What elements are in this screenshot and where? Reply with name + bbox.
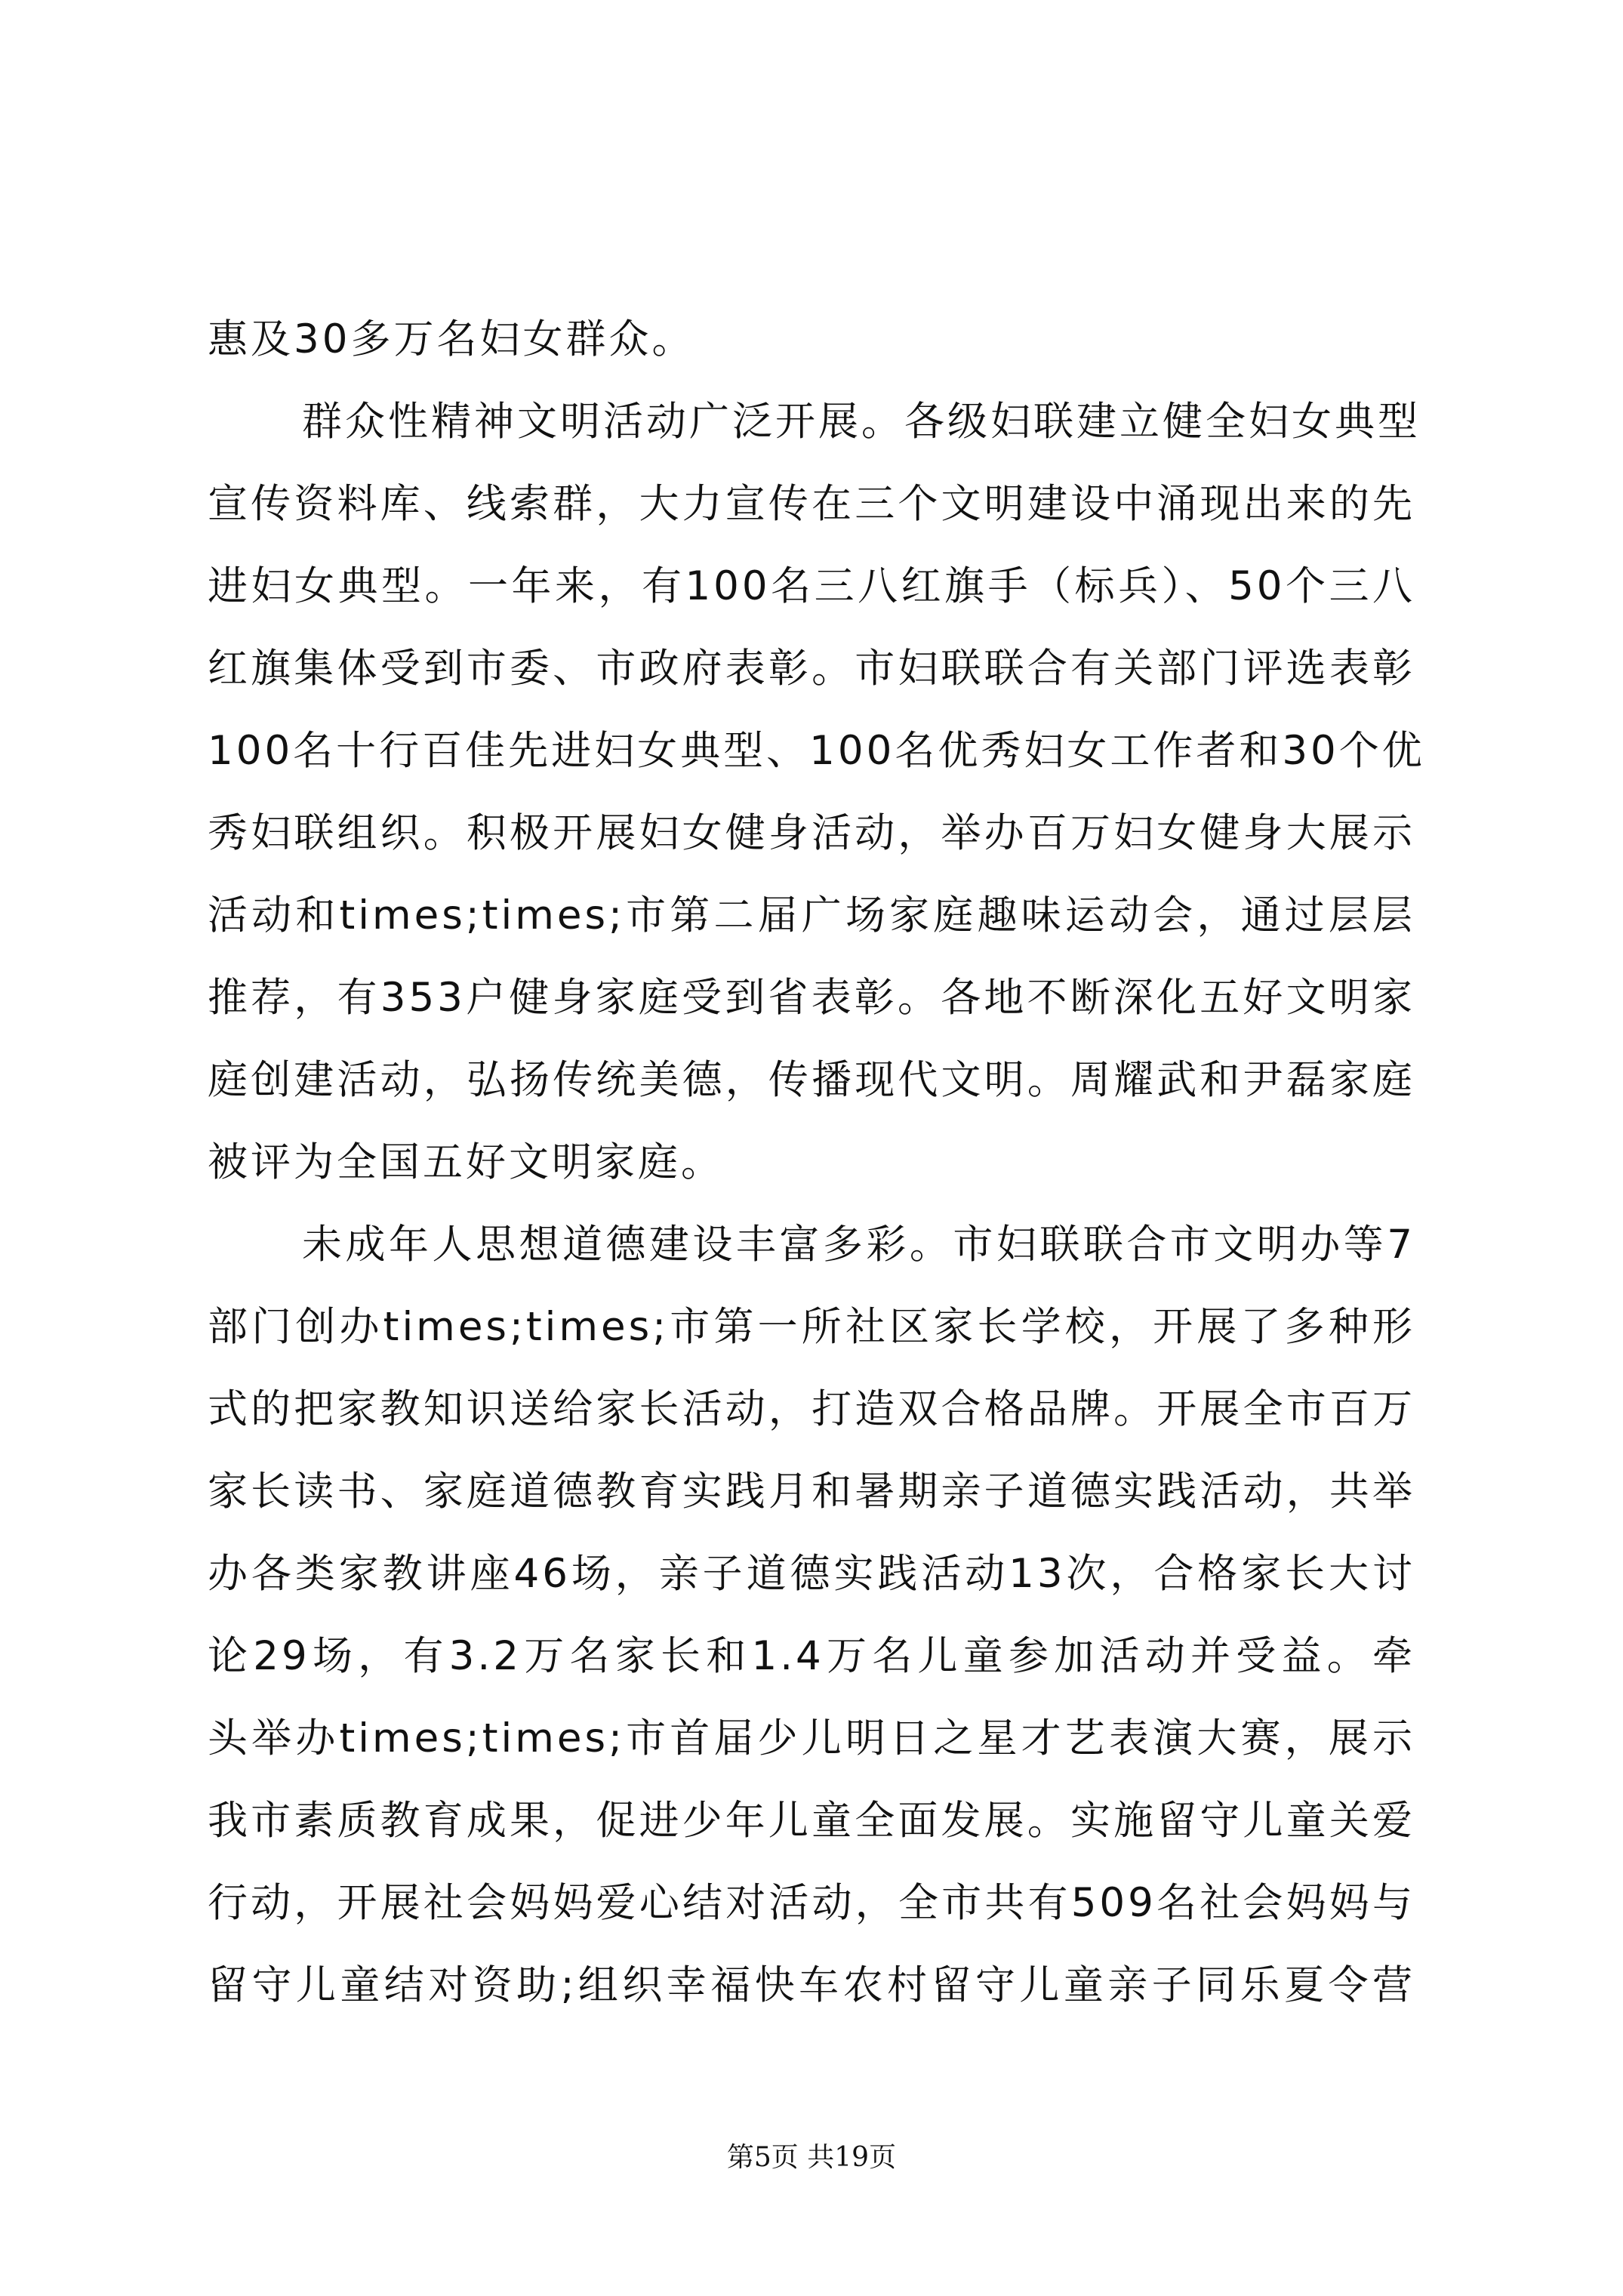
paragraph-first-line: 未成年人思想道德建设丰富多彩。市妇联联合市文明办等7 xyxy=(302,1222,1415,1268)
text-line: 头举办times;times;市首届少儿明日之星才艺表演大赛，展示 xyxy=(208,1715,1415,1761)
text-line: 留守儿童结对资助;组织幸福快车农村留守儿童亲子同乐夏令营 xyxy=(208,1962,1415,2008)
text-line: 式的把家教知识送给家长活动，打造双合格品牌。开展全市百万 xyxy=(208,1386,1415,1432)
text-line: 红旗集体受到市委、市政府表彰。市妇联联合有关部门评选表彰 xyxy=(208,646,1415,692)
paragraph-first-line: 群众性精神文明活动广泛开展。各级妇联建立健全妇女典型 xyxy=(302,399,1421,445)
text-line: 进妇女典型。一年来，有100名三八红旗手（标兵）、50个三八 xyxy=(208,563,1415,609)
text-line: 100名十行百佳先进妇女典型、100名优秀妇女工作者和30个优 xyxy=(208,728,1425,774)
text-line: 被评为全国五好文明家庭。 xyxy=(208,1139,724,1185)
text-line: 庭创建活动，弘扬传统美德，传播现代文明。周耀武和尹磊家庭 xyxy=(208,1057,1415,1103)
text-line: 我市素质教育成果，促进少年儿童全面发展。实施留守儿童关爱 xyxy=(208,1798,1415,1844)
page-footer: 第5页 共19页 xyxy=(726,2142,897,2173)
text-line: 推荐，有353户健身家庭受到省表彰。各地不断深化五好文明家 xyxy=(208,975,1415,1021)
text-line: 行动，开展社会妈妈爱心结对活动，全市共有509名社会妈妈与 xyxy=(208,1880,1415,1926)
text-line: 家长读书、家庭道德教育实践月和暑期亲子道德实践活动，共举 xyxy=(208,1469,1415,1515)
text-line: 秀妇联组织。积极开展妇女健身活动，举办百万妇女健身大展示 xyxy=(208,810,1415,856)
text-line: 论29场，有3.2万名家长和1.4万名儿童参加活动并受益。牵 xyxy=(208,1633,1415,1679)
text-line: 活动和times;times;市第二届广场家庭趣味运动会，通过层层 xyxy=(208,892,1415,938)
text-line: 惠及30多万名妇女群众。 xyxy=(208,316,695,362)
text-line: 办各类家教讲座46场，亲子道德实践活动13次，合格家长大讨 xyxy=(208,1551,1415,1597)
text-line: 宣传资料库、线索群，大力宣传在三个文明建设中涌现出来的先 xyxy=(208,481,1415,527)
text-line: 部门创办times;times;市第一所社区家长学校，开展了多种形 xyxy=(208,1304,1415,1350)
